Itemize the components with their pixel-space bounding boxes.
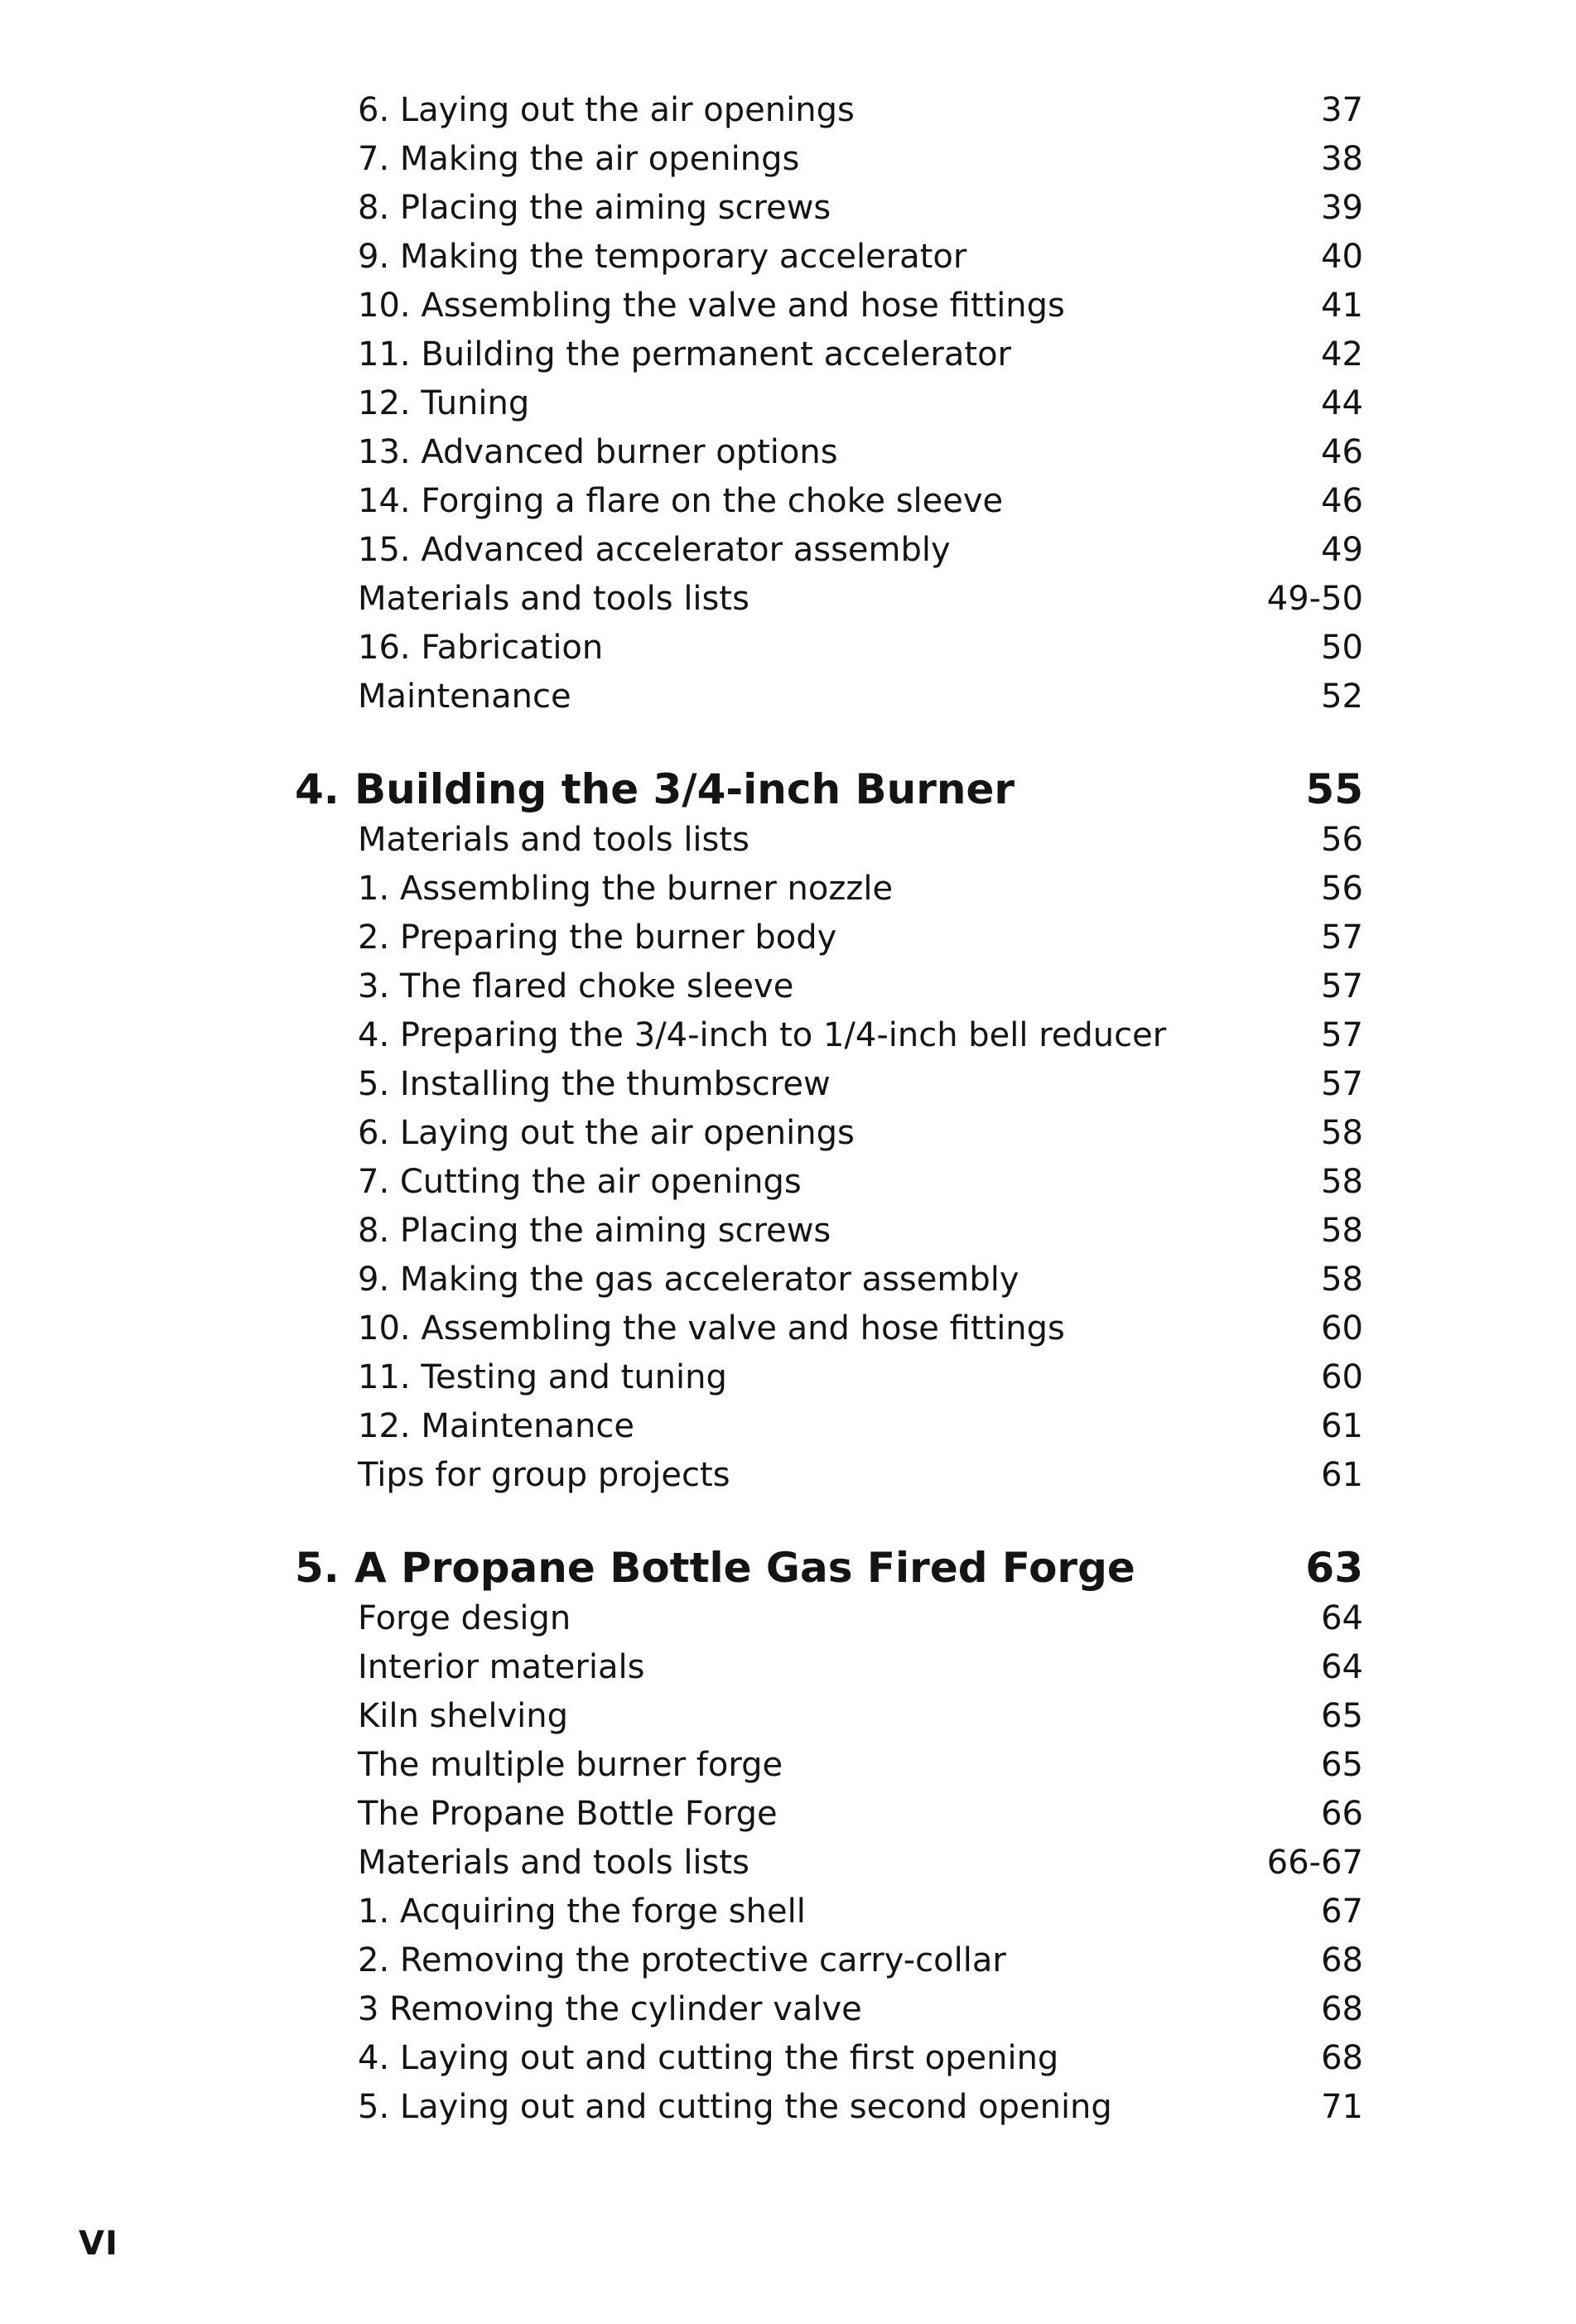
- toc-entry-title: Kiln shelving: [358, 1697, 568, 1735]
- table-of-contents: [295, 86, 1363, 2132]
- toc-entry: [295, 2083, 1363, 2132]
- chapter-heading: [295, 1541, 1363, 1594]
- toc-entry-page: 38: [1321, 140, 1363, 178]
- chapter-heading: [295, 763, 1363, 816]
- toc-entry-title: 12. Tuning: [358, 384, 530, 422]
- toc-entry-title: 2. Removing the protective carry-collar: [358, 1941, 1006, 1979]
- toc-entry: [295, 526, 1363, 575]
- toc-entry-page: 41: [1321, 287, 1363, 325]
- chapter-number: 5.: [295, 1544, 340, 1592]
- toc-entry-title: 5. Installing the thumbscrew: [358, 1065, 831, 1103]
- toc-entry-page: 58: [1321, 1163, 1363, 1201]
- toc-entry-title: 16. Fabrication: [358, 629, 604, 667]
- toc-entry: [295, 1451, 1363, 1500]
- toc-entry: [295, 1594, 1363, 1643]
- toc-entry-page: 71: [1321, 2088, 1363, 2126]
- chapter-page: 55: [1305, 765, 1363, 813]
- toc-entry-title: 9. Making the temporary accelerator: [358, 238, 967, 276]
- toc-entry-title: 10. Assembling the valve and hose fittings: [358, 1309, 1065, 1348]
- toc-entry-page: 52: [1321, 677, 1363, 716]
- toc-entry-title: 2. Preparing the burner body: [358, 919, 837, 957]
- toc-entry-title: Forge design: [358, 1599, 571, 1637]
- page-folio: VI: [79, 2225, 118, 2263]
- toc-entry: [295, 379, 1363, 428]
- toc-entry-page: 61: [1321, 1407, 1363, 1445]
- toc-entry: [295, 477, 1363, 526]
- toc-entry: [295, 1741, 1363, 1790]
- toc-entry-page: 58: [1321, 1114, 1363, 1152]
- toc-entry-title: 13. Advanced burner options: [358, 433, 838, 471]
- toc-entry-title: 4. Preparing the 3/4-inch to 1/4-inch bell reducer: [358, 1016, 1167, 1054]
- toc-entry-page: 66: [1321, 1795, 1363, 1833]
- toc-entry-page: 58: [1321, 1261, 1363, 1299]
- toc-entry-page: 57: [1321, 919, 1363, 957]
- toc-entry-page: 57: [1321, 1016, 1363, 1054]
- toc-entry-page: 57: [1321, 1065, 1363, 1103]
- toc-entry: [295, 1402, 1363, 1451]
- toc-entry-page: 64: [1321, 1599, 1363, 1637]
- toc-entry-title: 11. Building the permanent accelerator: [358, 335, 1011, 374]
- toc-entry-page: 60: [1321, 1358, 1363, 1396]
- toc-entry: [295, 1207, 1363, 1256]
- toc-entry-title: 15. Advanced accelerator assembly: [358, 531, 951, 569]
- toc-entry: [295, 865, 1363, 914]
- toc-entry-page: 39: [1321, 189, 1363, 227]
- toc-entry: [295, 1256, 1363, 1304]
- chapter-title: A Propane Bottle Gas Fired Forge: [354, 1544, 1135, 1592]
- toc-entry-title: 1. Assembling the burner nozzle: [358, 870, 894, 908]
- toc-entry-page: 65: [1321, 1746, 1363, 1784]
- toc-entry-page: 49-50: [1266, 580, 1363, 618]
- toc-entry-title: 8. Placing the aiming screws: [358, 1212, 831, 1250]
- toc-entry: [295, 1643, 1363, 1692]
- toc-entry-page: 44: [1321, 384, 1363, 422]
- toc-entry-title: Interior materials: [358, 1648, 645, 1686]
- toc-entry: [295, 2034, 1363, 2083]
- toc-entry: [295, 1839, 1363, 1888]
- chapter-title: Building the 3/4-inch Burner: [354, 765, 1015, 813]
- toc-entry-title: 7. Cutting the air openings: [358, 1163, 802, 1201]
- toc-entry-page: 40: [1321, 238, 1363, 276]
- toc-entry-page: 50: [1321, 629, 1363, 667]
- toc-entry-page: 56: [1321, 821, 1363, 859]
- toc-entry-title: 8. Placing the aiming screws: [358, 189, 831, 227]
- toc-entry: [295, 914, 1363, 962]
- toc-entry: [295, 624, 1363, 673]
- toc-entry: [295, 184, 1363, 233]
- toc-entry: [295, 233, 1363, 282]
- toc-entry: [295, 1304, 1363, 1353]
- toc-entry-page: 64: [1321, 1648, 1363, 1686]
- toc-entry: [295, 673, 1363, 721]
- toc-entry: [295, 1936, 1363, 1985]
- toc-entry-page: 46: [1321, 433, 1363, 471]
- toc-entry-page: 68: [1321, 2039, 1363, 2077]
- toc-entry: [295, 575, 1363, 624]
- toc-entry-title: Materials and tools lists: [358, 1844, 749, 1882]
- chapter-entries-list: [295, 1594, 1363, 2132]
- toc-entry-title: 5. Laying out and cutting the second opening: [358, 2088, 1112, 2126]
- toc-entry-page: 66-67: [1266, 1844, 1363, 1882]
- toc-entry-page: 46: [1321, 482, 1363, 520]
- toc-entry-page: 42: [1321, 335, 1363, 374]
- toc-entry: [295, 1060, 1363, 1109]
- toc-entry: [295, 816, 1363, 865]
- toc-entry: [295, 1790, 1363, 1839]
- toc-entry: [295, 282, 1363, 330]
- toc-entry-page: 67: [1321, 1892, 1363, 1931]
- toc-entry-page: 60: [1321, 1309, 1363, 1348]
- toc-entry-title: 7. Making the air openings: [358, 140, 800, 178]
- toc-entry-page: 65: [1321, 1697, 1363, 1735]
- toc-entry-title: Materials and tools lists: [358, 580, 749, 618]
- toc-entry-title: Tips for group projects: [358, 1456, 730, 1494]
- toc-entry-title: 3 Removing the cylinder valve: [358, 1990, 862, 2028]
- toc-entry-page: 49: [1321, 531, 1363, 569]
- toc-entry-title: 6. Laying out the air openings: [358, 1114, 855, 1152]
- toc-entry: [295, 428, 1363, 477]
- section-continued-list: [295, 86, 1363, 721]
- toc-entry-page: 68: [1321, 1941, 1363, 1979]
- toc-entry-title: 14. Forging a flare on the choke sleeve: [358, 482, 1004, 520]
- toc-entry: [295, 1888, 1363, 1936]
- toc-entry: [295, 962, 1363, 1011]
- toc-entry-page: 57: [1321, 967, 1363, 1005]
- toc-entry: [295, 135, 1363, 184]
- chapter-number: 4.: [295, 765, 340, 813]
- toc-entry-title: 9. Making the gas accelerator assembly: [358, 1261, 1019, 1299]
- toc-entry-title: 4. Laying out and cutting the first opening: [358, 2039, 1059, 2077]
- toc-entry-title: Materials and tools lists: [358, 821, 749, 859]
- toc-entry-page: 58: [1321, 1212, 1363, 1250]
- toc-entry-title: 6. Laying out the air openings: [358, 91, 855, 129]
- toc-entry-title: 10. Assembling the valve and hose fittings: [358, 287, 1065, 325]
- toc-entry: [295, 1011, 1363, 1060]
- toc-entry-page: 68: [1321, 1990, 1363, 2028]
- toc-entry-title: The Propane Bottle Forge: [358, 1795, 778, 1833]
- toc-entry-title: Maintenance: [358, 677, 571, 716]
- toc-entry-title: 1. Acquiring the forge shell: [358, 1892, 806, 1931]
- toc-entry: [295, 1158, 1363, 1207]
- chapter-page: 63: [1305, 1544, 1363, 1592]
- toc-entry-page: 56: [1321, 870, 1363, 908]
- toc-entry: [295, 1985, 1363, 2034]
- toc-entry-page: 37: [1321, 91, 1363, 129]
- toc-entry: [295, 1109, 1363, 1158]
- chapter-entries-list: [295, 816, 1363, 1500]
- toc-entry: [295, 330, 1363, 379]
- toc-entry-title: 3. The flared choke sleeve: [358, 967, 794, 1005]
- toc-entry-page: 61: [1321, 1456, 1363, 1494]
- toc-entry-title: The multiple burner forge: [358, 1746, 783, 1784]
- toc-entry: [295, 1353, 1363, 1402]
- toc-entry: [295, 86, 1363, 135]
- toc-entry-title: 11. Testing and tuning: [358, 1358, 727, 1396]
- toc-entry-title: 12. Maintenance: [358, 1407, 634, 1445]
- toc-entry: [295, 1692, 1363, 1741]
